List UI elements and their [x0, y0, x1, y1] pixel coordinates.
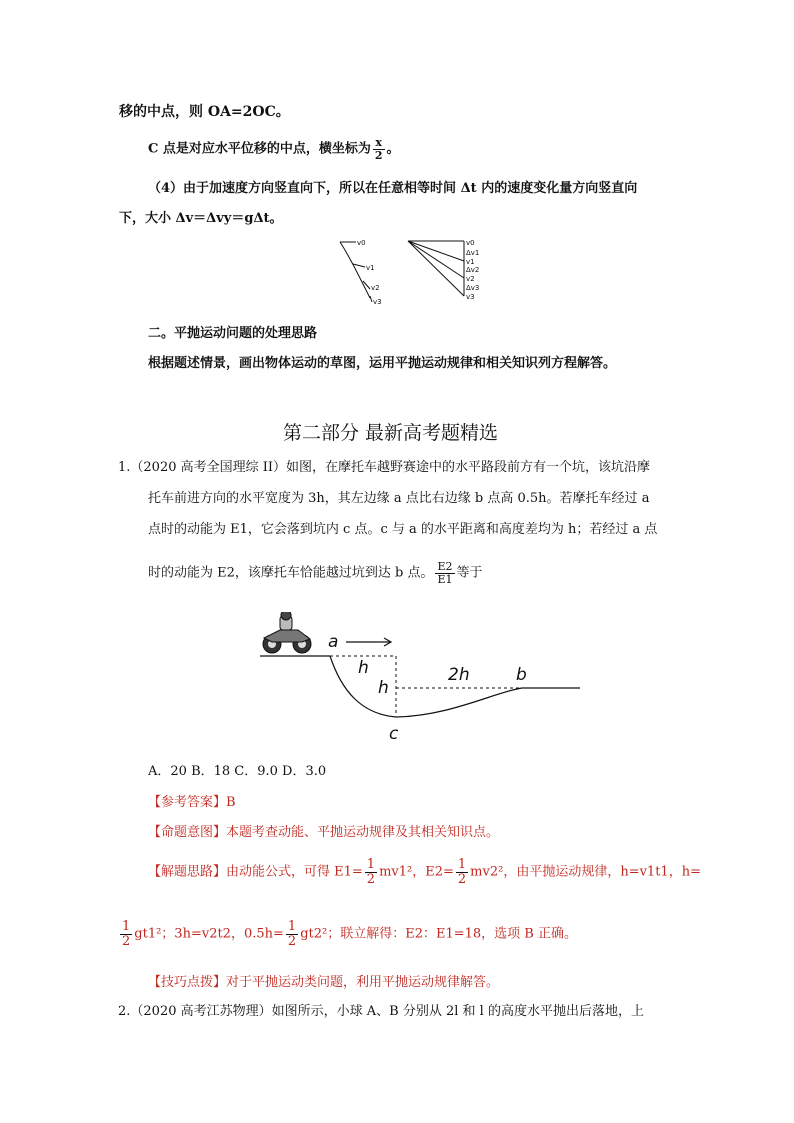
label-2h: 2h	[448, 665, 470, 685]
fraction	[365, 858, 377, 886]
fraction-numerator: x	[373, 137, 385, 150]
text-segment: 【解题思路】由动能公式，可得 E1=	[148, 864, 363, 880]
motorcycle-icon	[263, 612, 311, 653]
fraction	[373, 137, 385, 161]
text-line: 移的中点，则 OA=2OC。	[119, 104, 290, 120]
text-segment: mv2²，由平抛运动规律，h=v1t1，h=	[470, 864, 701, 880]
label-v0: v0	[357, 239, 366, 247]
label-dv3: Δv3	[466, 284, 480, 292]
velocity-diagram	[330, 234, 500, 306]
fraction	[120, 920, 132, 948]
subheading: 二。平抛运动问题的处理思路	[148, 326, 318, 341]
vector-v2-right	[408, 241, 464, 278]
text-line	[148, 137, 400, 161]
label-v0: v0	[466, 239, 475, 247]
text-segment: gt1²；3h=v2t2，0.5h=	[134, 926, 284, 942]
vector-v1-right	[408, 241, 464, 261]
vector-v1	[353, 264, 365, 267]
vector-v3	[370, 296, 372, 302]
label-h: h	[378, 678, 389, 698]
vector-v3-right	[408, 241, 464, 296]
label-b: b	[516, 665, 527, 685]
reference-answer: 【参考答案】B	[148, 795, 236, 810]
label-v1: v1	[466, 258, 475, 266]
text-line: 下，大小 Δv＝Δvy＝gΔt。	[119, 211, 283, 226]
vector-v2	[363, 281, 370, 289]
fraction-denominator: 2	[374, 148, 383, 162]
tip-line: 【技巧点拨】对于平抛运动类问题，利用平抛运动规律解答。	[148, 975, 500, 990]
label-dv1: Δv1	[466, 249, 480, 257]
label-h: h	[358, 658, 369, 678]
fraction-numerator: 1	[287, 919, 297, 934]
label-c: c	[389, 724, 399, 744]
text-segment: gt2²；联立解得：E2：E1=18，选项 B 正确。	[300, 926, 577, 942]
fraction-denominator: 2	[457, 871, 467, 887]
label-v3: v3	[373, 298, 382, 306]
fraction	[286, 920, 298, 948]
fraction-numerator: E2	[437, 560, 453, 573]
fraction	[456, 858, 468, 886]
fraction-numerator: 1	[457, 857, 467, 872]
label-v2: v2	[466, 275, 475, 283]
question-2-line: 2.（2020 高考江苏物理）如图所示，小球 A、B 分别从 2l 和 l 的高度水平抛出后落地，上	[118, 1004, 644, 1019]
fraction-denominator: E1	[437, 572, 453, 586]
question-1-line: 1.（2020 高考全国理综 II）如图，在摩托车越野赛途中的水平路段前方有一个坑，该坑沿摩	[118, 460, 651, 475]
solution-line	[118, 920, 577, 948]
question-1-line	[148, 561, 483, 585]
fraction-denominator: 2	[122, 933, 131, 949]
section-title: 第二部分 最新高考题精选	[283, 422, 499, 444]
motorcycle-pit-figure	[250, 612, 590, 747]
label-a: a	[328, 632, 339, 652]
text-segment: 时的动能为 E2，该摩托车恰能越过坑到达 b 点。	[148, 565, 434, 581]
label-v2: v2	[371, 284, 380, 292]
text-segment: mv1²，E2=	[379, 864, 454, 880]
fraction	[435, 561, 454, 585]
fraction-denominator: 2	[366, 871, 376, 887]
label-v1: v1	[366, 264, 375, 272]
fraction-numerator: 1	[366, 857, 376, 872]
solution-line	[148, 858, 701, 886]
question-1-line: 托车前进方向的水平宽度为 3h，其左边缘 a 点比右边缘 b 点高 0.5h。若摩托车经过 a	[148, 491, 650, 506]
fraction-denominator: 2	[287, 933, 297, 949]
question-1-line: 点时的动能为 E1，它会落到坑内 c 点。c 与 a 的水平距离和高度差均为 h；若经过 a 点	[148, 522, 658, 537]
text-segment: 等于	[456, 565, 483, 581]
label-v3: v3	[466, 293, 475, 301]
text-segment: 。	[386, 141, 400, 157]
text-line: （4）由于加速度方向竖直向下，所以在任意相等时间 Δt 内的速度变化量方向竖直向	[148, 181, 638, 196]
text-line: 根据题述情景，画出物体运动的草图，运用平抛运动规律和相关知识列方程解答。	[148, 356, 617, 371]
text-segment: C 点是对应水平位移的中点，横坐标为	[148, 141, 371, 157]
label-dv2: Δv2	[466, 266, 480, 274]
fraction-numerator: 1	[122, 919, 131, 934]
answer-options: A．20 B．18 C．9.0 D．3.0	[148, 764, 327, 779]
question-intent: 【命题意图】本题考查动能、平抛运动规律及其相关知识点。	[148, 825, 500, 840]
